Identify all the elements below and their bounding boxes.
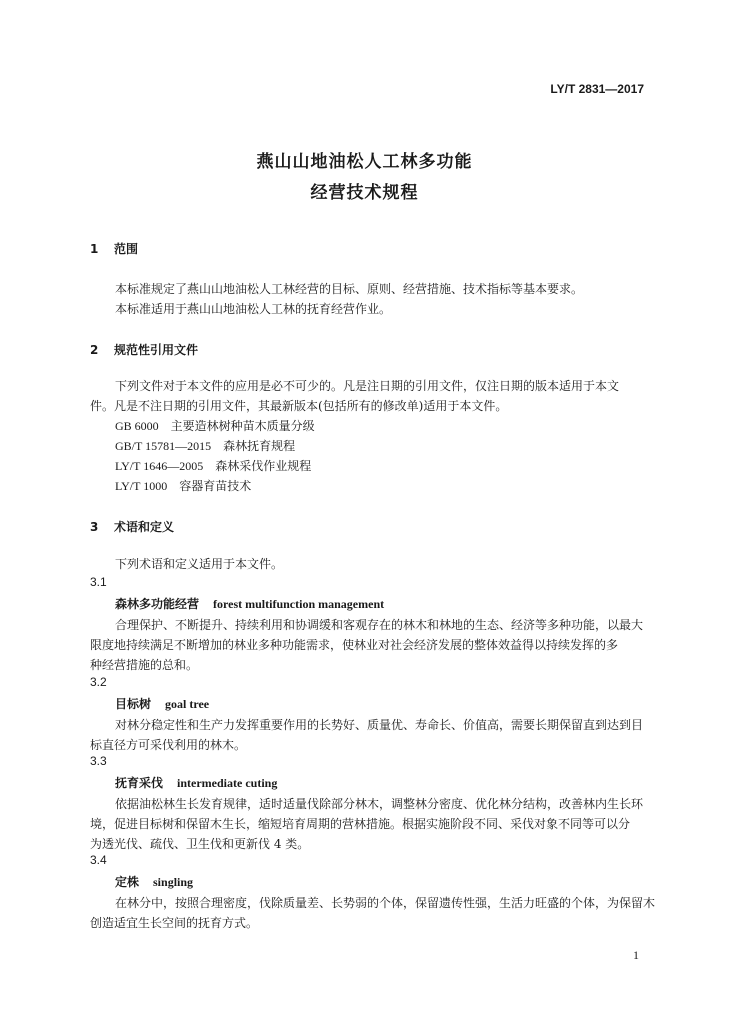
reference-code: LY/T 1000 [115, 479, 168, 493]
reference-title: 主要造林树种苗木质量分级 [170, 419, 315, 433]
reference-title: 森林采伐作业规程 [215, 459, 312, 473]
definition-line: 种经营措施的总和。 [90, 658, 199, 672]
definition-line: 在林分中，按照合理密度，伐除质量差、长势弱的个体，保留遗传性强，生活力旺盛的个体，为保留木 [115, 896, 656, 910]
term-heading [115, 595, 384, 612]
reference-code: GB/T 15781—2015 [115, 439, 212, 453]
section-title: 术语和定义 [114, 520, 175, 534]
section-1-heading [90, 240, 138, 257]
definition-line: 为透光伐、疏伐、卫生伐和更新伐 4 类。 [90, 837, 310, 851]
document-title-line2: 经营技术规程 [310, 183, 419, 203]
paragraph: 本标准适用于燕山山地油松人工林的抚育经营作业。 [115, 302, 392, 316]
clause-number: 3.2 [90, 675, 107, 689]
normative-reference [115, 476, 251, 496]
definition-line: 境，促进目标树和保留木生长，缩短培育周期的营林措施。根据实施阶段不同、采伐对象不同等可以分 [90, 817, 631, 831]
term-heading [115, 695, 209, 712]
section-title: 范围 [114, 242, 139, 256]
term-en: forest multifunction management [213, 597, 385, 611]
paragraph: 下列术语和定义适用于本文件。 [115, 557, 284, 571]
definition-line: 标直径方可采伐利用的林木。 [90, 738, 247, 752]
definition-line: 合理保护、不断提升、持续利用和协调缓和客观存在的林木和林地的生态、经济等多种功能，以最大 [115, 618, 644, 632]
term-en: intermediate cuting [177, 776, 278, 790]
term-zh: 森林多功能经营 [115, 597, 200, 611]
reference-title: 森林抚育规程 [223, 439, 296, 453]
term-heading [115, 774, 277, 791]
section-2-heading [90, 341, 198, 358]
definition-line: 创造适宜生长空间的抚育方式。 [90, 916, 259, 930]
section-3-heading [90, 518, 174, 535]
term-heading [115, 873, 193, 890]
paragraph-line: 件。凡是不注日期的引用文件，其最新版本(包括所有的修改单)适用于本文件。 [90, 399, 508, 413]
page-number: 1 [633, 948, 639, 962]
definition-line: 依据油松林生长发育规律，适时适量伐除部分林木，调整林分密度、优化林分结构，改善林内生长环 [115, 797, 644, 811]
term-en: singling [153, 875, 194, 889]
term-zh: 定株 [115, 875, 140, 889]
section-title: 规范性引用文件 [114, 343, 199, 357]
normative-reference [115, 456, 311, 476]
reference-code: GB 6000 [115, 419, 159, 433]
clause-number: 3.1 [90, 575, 107, 589]
reference-title: 容器育苗技术 [179, 479, 252, 493]
paragraph-line: 下列文件对于本文件的应用是必不可少的。凡是注日期的引用文件，仅注日期的版本适用于本文 [115, 379, 620, 393]
definition-line: 对林分稳定性和生产力发挥重要作用的长势好、质量优、寿命长、价值高，需要长期保留直到达到目 [115, 718, 644, 732]
clause-number: 3.4 [90, 853, 107, 867]
clause-number: 3.3 [90, 754, 107, 768]
document-title-line1: 燕山山地油松人工林多功能 [256, 152, 473, 172]
definition-line: 限度地持续满足不断增加的林业多种功能需求，使林业对社会经济发展的整体效益得以持续发挥的多 [90, 638, 619, 652]
normative-reference [115, 416, 315, 436]
standard-number: LY/T 2831—2017 [550, 82, 644, 96]
paragraph: 本标准规定了燕山山地油松人工林经营的目标、原则、经营措施、技术指标等基本要求。 [115, 282, 584, 296]
normative-reference [115, 436, 295, 456]
term-en: goal tree [165, 697, 210, 711]
reference-code: LY/T 1646—2005 [115, 459, 204, 473]
section-number: 2 [90, 343, 99, 357]
section-number: 3 [90, 520, 99, 534]
section-number: 1 [90, 242, 99, 256]
term-zh: 目标树 [115, 697, 152, 711]
term-zh: 抚育采伐 [115, 776, 164, 790]
